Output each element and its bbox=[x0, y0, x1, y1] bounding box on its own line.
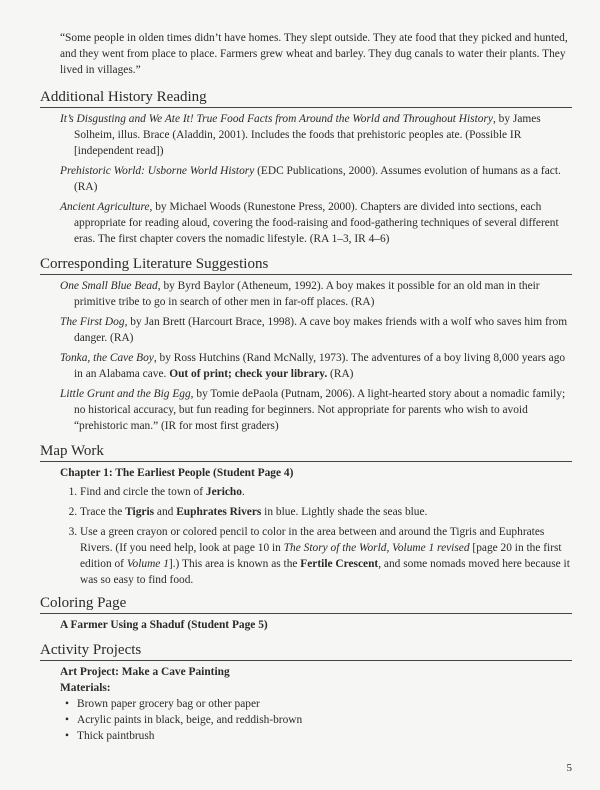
entry-text: , by Michael Woods (Runestone Press, 2000). Chapters are divided into sections, each appropriate for reading aloud, covering the food-raising and food-gathering techniques of several different eras. The first chapter covers the nomadic lifestyle. (RA 1–3, IR 4–6) bbox=[74, 201, 559, 245]
intro-quote: “Some people in olden times didn’t have homes. They slept outside. They ate food that they picked and hunted, and they went from place to place. Farmers grew wheat and barley. They dug canals to water their plants. They lived in villages.” bbox=[60, 32, 568, 76]
book-title: The Story of the World, Volume 1 revised bbox=[283, 542, 470, 554]
map-step-2 bbox=[80, 504, 572, 520]
book-title: One Small Blue Bead bbox=[60, 280, 158, 292]
literature-entry-2 bbox=[60, 314, 572, 346]
entry-text: (EDC Publications, 2000). Assumes evolution of humans as a fact. (RA) bbox=[74, 165, 561, 193]
step-text: Trace the bbox=[80, 506, 126, 518]
history-entry-3 bbox=[60, 199, 572, 247]
literature-entry-4 bbox=[60, 386, 572, 434]
step-text: [page 20 in the first edition of bbox=[80, 542, 562, 570]
map-steps bbox=[60, 484, 572, 588]
history-entry-2 bbox=[60, 163, 572, 195]
entry-text: , by Tomie dePaola (Putnam, 2006). A light-hearted story about a nomadic family; no historical accuracy, but fun reading for beginners. Not appropriate for parents who wish to avoid “prehistoric man.” (IR for most first graders) bbox=[74, 388, 566, 432]
literature-heading: Corresponding Literature Suggestions bbox=[40, 255, 572, 275]
book-title: Little Grunt and the Big Egg bbox=[60, 388, 191, 400]
out-of-print-note: Out of print; check your library. bbox=[169, 368, 328, 380]
map-step-1 bbox=[80, 484, 572, 500]
activity-subheading: Art Project: Make a Cave Painting bbox=[60, 666, 230, 678]
history-entry-1 bbox=[60, 111, 572, 159]
materials-list bbox=[60, 696, 572, 744]
step-text: . bbox=[241, 486, 245, 498]
coloring-subheading: A Farmer Using a Shaduf (Student Page 5) bbox=[60, 619, 268, 631]
step-text: Use a green crayon or colored pencil to color in the area between and around the Tigris and Euphrates Rivers. (If you need help, look at page 10 in bbox=[80, 526, 545, 554]
page-number: 5 bbox=[566, 762, 572, 774]
book-title: The First Dog bbox=[60, 316, 125, 328]
step-text: in blue. Lightly shade the seas blue. bbox=[261, 506, 428, 518]
activity-heading: Activity Projects bbox=[40, 641, 572, 661]
step-text: , and some nomads moved here because it was so easy to find food. bbox=[80, 558, 570, 586]
history-heading: Additional History Reading bbox=[40, 88, 572, 108]
place-jericho: Jericho bbox=[205, 486, 242, 498]
book-title: Ancient Agriculture bbox=[60, 201, 150, 213]
list-item: • Thick paintbrush bbox=[77, 728, 572, 744]
entry-text: , by James Solheim, illus. Brace (Aladdin, 2001). Includes the foods that prehistoric peoples ate. (Possible IR [independent read]) bbox=[74, 113, 541, 157]
literature-entry-1 bbox=[60, 278, 572, 310]
place-euphrates: Euphrates Rivers bbox=[176, 506, 262, 518]
book-title: It’s Disgusting and We Ate It! True Food Facts from Around the World and Throughout History bbox=[60, 113, 493, 125]
list-item: • Acrylic paints in black, beige, and reddish-brown bbox=[77, 712, 572, 728]
list-item: • Brown paper grocery bag or other paper bbox=[77, 696, 572, 712]
step-text: Find and circle the town of bbox=[80, 486, 206, 498]
book-title: Prehistoric World: Usborne World History bbox=[60, 165, 255, 177]
literature-entry-3 bbox=[60, 350, 572, 382]
entry-text: , by Byrd Baylor (Atheneum, 1992). A boy makes it possible for an old man in their primitive tribe to go in search of other men in far-off places. (RA) bbox=[74, 280, 540, 308]
place-fertile-crescent: Fertile Crescent bbox=[300, 558, 379, 570]
coloring-heading: Coloring Page bbox=[40, 594, 572, 614]
map-subheading: Chapter 1: The Earliest People (Student Page 4) bbox=[60, 467, 294, 479]
book-title: Tonka, the Cave Boy bbox=[60, 352, 154, 364]
map-step-3 bbox=[80, 524, 572, 588]
map-heading: Map Work bbox=[40, 442, 572, 462]
entry-text: , by Ross Hutchins (Rand McNally, 1973). The adventures of a boy living 8,000 years ago in an Alabama cave. bbox=[74, 352, 566, 380]
entry-text: , by Jan Brett (Harcourt Brace, 1998). A cave boy makes friends with a wolf who saves him from danger. (RA) bbox=[74, 316, 568, 344]
book-title: Volume 1 bbox=[126, 558, 169, 570]
materials-label: Materials: bbox=[60, 682, 111, 694]
place-tigris: Tigris bbox=[125, 506, 155, 518]
step-text: and bbox=[154, 506, 177, 518]
step-text: ].) This area is known as the bbox=[168, 558, 301, 570]
entry-text: (RA) bbox=[327, 368, 354, 380]
